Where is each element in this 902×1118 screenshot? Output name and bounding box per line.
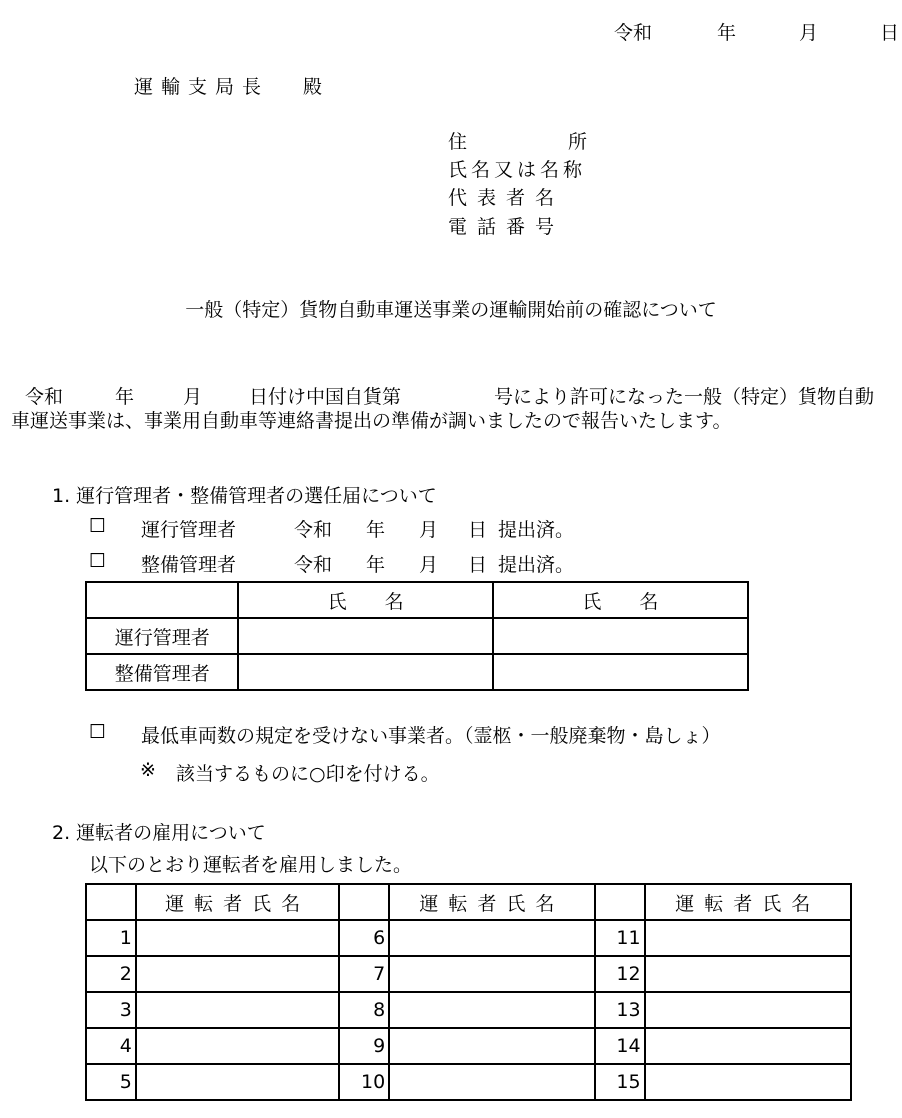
driver-name-cell[interactable] <box>136 992 339 1028</box>
representative-label: 代表者名 <box>448 187 565 209</box>
section2-heading: 2. 運転者の雇用について <box>52 822 266 844</box>
driver-name-cell[interactable] <box>136 920 339 956</box>
driver-name-header: 運転者氏名 <box>645 884 851 920</box>
body-date-prefix: 日付け中国自貨第 <box>249 386 402 408</box>
driver-number: 3 <box>86 992 136 1028</box>
note-text: 該当するものに○印を付ける。 <box>176 763 440 785</box>
date-line <box>602 18 902 42</box>
driver-name-cell[interactable] <box>136 1064 339 1100</box>
table-row <box>86 654 748 690</box>
operation-manager-name-1[interactable] <box>238 618 492 654</box>
driver-number: 1 <box>86 920 136 956</box>
row-label-operation: 運行管理者 <box>86 618 238 654</box>
exemption-row <box>89 721 789 745</box>
table-header-row <box>86 884 851 920</box>
body-line-2: 車運送事業は、事業用自動車等連絡書提出の準備が調いましたので報告いたします。 <box>11 410 732 432</box>
driver-name-cell[interactable] <box>645 992 851 1028</box>
driver-number: 4 <box>86 1028 136 1064</box>
table-row <box>86 1064 851 1100</box>
operation-manager-name-2[interactable] <box>493 618 748 654</box>
driver-name-header: 運転者氏名 <box>389 884 594 920</box>
driver-name-cell[interactable] <box>645 920 851 956</box>
table-row <box>86 920 851 956</box>
submission-row-maintenance: ☐ 整備管理者 令和 年 月 日 提出済。 <box>89 550 575 576</box>
phone-label: 電話番号 <box>448 216 565 238</box>
checkbox-exemption[interactable]: ☐ <box>89 721 107 743</box>
body-era: 令和 <box>25 386 64 408</box>
driver-name-cell[interactable] <box>389 992 594 1028</box>
driver-name-cell[interactable] <box>389 956 594 992</box>
driver-number: 13 <box>595 992 645 1028</box>
name-header: 氏 名 <box>493 582 748 618</box>
driver-name-cell[interactable] <box>645 1064 851 1100</box>
checkbox-operation[interactable]: ☐ <box>89 515 107 537</box>
note-mark: ※ <box>140 759 156 781</box>
section1-heading: 1. 運行管理者・整備管理者の選任届について <box>52 485 437 507</box>
date-day: 日 <box>880 22 900 44</box>
driver-number: 14 <box>595 1028 645 1064</box>
driver-name-cell[interactable] <box>136 956 339 992</box>
driver-name-cell[interactable] <box>136 1028 339 1064</box>
recipient <box>134 72 330 99</box>
driver-table <box>85 883 852 1101</box>
recipient-office: 運輸支局長 <box>134 76 270 98</box>
body-approval-suffix: 号により許可になった一般（特定）貨物自動 <box>494 386 875 408</box>
driver-name-cell[interactable] <box>645 956 851 992</box>
note-row <box>140 759 540 783</box>
manager-table <box>85 581 749 691</box>
driver-name-cell[interactable] <box>645 1028 851 1064</box>
driver-number: 7 <box>339 956 389 992</box>
exemption-text: 最低車両数の規定を受けない事業者。（霊柩・一般廃棄物・島しょ） <box>141 725 721 747</box>
driver-number: 12 <box>595 956 645 992</box>
name-label: 氏名又は名称 <box>448 159 587 181</box>
body-year: 年 <box>115 386 135 408</box>
submission-row-operation: ☐ 運行管理者 令和 年 月 日 提出済。 <box>89 515 575 541</box>
driver-name-cell[interactable] <box>389 1028 594 1064</box>
maintenance-manager-name-2[interactable] <box>493 654 748 690</box>
body-paragraph <box>11 385 896 433</box>
document-title: 一般（特定）貨物自動車運送事業の運輸開始前の確認について <box>185 299 717 321</box>
name-header: 氏 名 <box>238 582 492 618</box>
driver-number: 9 <box>339 1028 389 1064</box>
body-month: 月 <box>183 386 203 408</box>
driver-number: 5 <box>86 1064 136 1100</box>
address-label: 住 所 <box>448 131 588 153</box>
date-era: 令和 <box>614 22 653 44</box>
recipient-honorific: 殿 <box>303 76 331 98</box>
table-header-row <box>86 582 748 618</box>
driver-name-header: 運転者氏名 <box>136 884 339 920</box>
date-year: 年 <box>717 22 737 44</box>
driver-name-cell[interactable] <box>389 1064 594 1100</box>
section2-intro: 以下のとおり運転者を雇用しました。 <box>89 854 413 876</box>
checkbox-maintenance[interactable]: ☐ <box>89 550 107 572</box>
date-month: 月 <box>799 22 819 44</box>
driver-number: 15 <box>595 1064 645 1100</box>
driver-number: 10 <box>339 1064 389 1100</box>
table-row <box>86 618 748 654</box>
driver-number: 11 <box>595 920 645 956</box>
table-row <box>86 956 851 992</box>
table-row <box>86 992 851 1028</box>
driver-number: 2 <box>86 956 136 992</box>
driver-name-cell[interactable] <box>389 920 594 956</box>
table-row <box>86 1028 851 1064</box>
row-label-maintenance: 整備管理者 <box>86 654 238 690</box>
driver-number: 6 <box>339 920 389 956</box>
maintenance-manager-name-1[interactable] <box>238 654 492 690</box>
driver-number: 8 <box>339 992 389 1028</box>
